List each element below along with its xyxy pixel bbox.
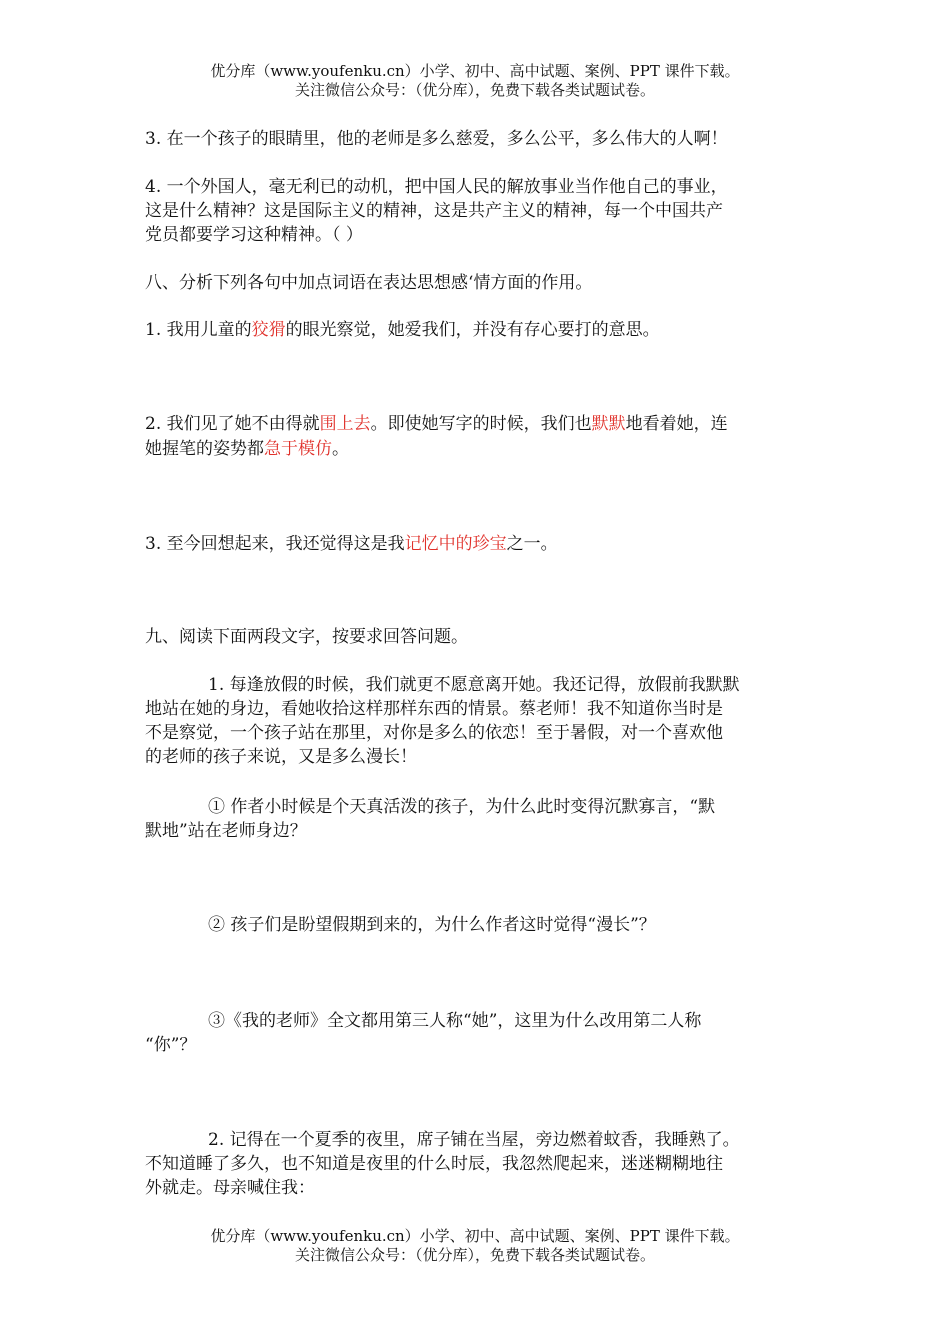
q8-s1-highlight: 狡猾 <box>251 320 286 340</box>
footer-line-1: 优分库（www.youfenku.cn）小学、初中、高中试题、案例、PPT 课件下载。 <box>210 1227 740 1245</box>
q8-sentence-2-line-1 <box>145 412 728 436</box>
q7-item-3: 3. 在一个孩子的眼睛里，他的老师是多么慈爱，多么公平，多么伟大的人啊！ <box>145 129 728 149</box>
q8-s2-text-d: 她握笔的姿势都 <box>145 439 264 459</box>
q9-question-1-line-1: ① 作者小时候是个天真活泼的孩子，为什么此时变得沉默寡言，“默 <box>208 797 716 817</box>
header-line-1: 优分库（www.youfenku.cn）小学、初中、高中试题、案例、PPT 课件下载。 <box>210 62 740 80</box>
q8-s2-highlight-2: 默默 <box>591 414 626 434</box>
page-header <box>0 62 950 100</box>
q9-question-3-line-2: “你”？ <box>145 1035 197 1055</box>
q8-sentence-2-line-2 <box>145 437 349 461</box>
q8-s2-highlight-3: 急于模仿 <box>264 439 332 459</box>
page-footer <box>0 1227 950 1265</box>
q8-s2-text-c: 地看着她，连 <box>625 414 728 434</box>
q9-passage-2-line-2: 不知道睡了多久，也不知道是夜里的什么时辰，我忽然爬起来，迷迷糊糊地往 <box>145 1154 723 1174</box>
q9-passage-1-line-3: 不是察觉，一个孩子站在那里，对你是多么的依恋！至于暑假，对一个喜欢他 <box>145 723 723 743</box>
q8-s2-text-b: 。即使她写字的时候，我们也 <box>370 414 592 434</box>
q8-s1-text-a: 1. 我用儿童的 <box>145 320 252 340</box>
q9-passage-1-line-1: 1. 每逢放假的时候，我们就更不愿意离开她。我还记得，放假前我默默 <box>208 675 740 695</box>
q9-passage-2-line-3: 外就走。母亲喊住我： <box>145 1178 315 1198</box>
footer-line-2: 关注微信公众号：（优分库），免费下载各类试题试卷。 <box>294 1246 655 1264</box>
q8-sentence-1 <box>145 318 660 342</box>
q8-s3-text-b: 之一。 <box>506 534 558 554</box>
q7-item-4-line-3: 党员都要学习这种精神。（ ） <box>145 225 363 245</box>
q8-s2-highlight-1: 围上去 <box>319 414 371 434</box>
q9-passage-2-line-1: 2. 记得在一个夏季的夜里，席子铺在当屋，旁边燃着蚊香，我睡熟了。 <box>208 1130 740 1150</box>
q7-item-4-line-2: 这是什么精神？这是国际主义的精神，这是共产主义的精神，每一个中国共产 <box>145 201 723 221</box>
header-line-2: 关注微信公众号：（优分库），免费下载各类试题试卷。 <box>294 81 655 99</box>
q9-question-2: ② 孩子们是盼望假期到来的，为什么作者这时觉得“漫长”？ <box>208 915 656 935</box>
q8-sentence-3 <box>145 532 558 556</box>
q9-question-1-line-2: 默地”站在老师身边？ <box>145 821 307 841</box>
q8-title: 八、分析下列各句中加点词语在表达思想感‘情方面的作用。 <box>145 273 593 293</box>
q7-item-4-line-1: 4. 一个外国人，毫无利已的动机，把中国人民的解放事业当作他自己的事业， <box>145 177 728 197</box>
q8-s3-highlight: 记忆中的珍宝 <box>404 534 507 554</box>
q9-question-3-line-1: ③《我的老师》全文都用第三人称“她”，这里为什么改用第二人称 <box>208 1011 702 1031</box>
q8-s3-text-a: 3. 至今回想起来，我还觉得这是我 <box>145 534 405 554</box>
q8-s1-text-b: 的眼光察觉，她爱我们，并没有存心要打的意思。 <box>285 320 660 340</box>
q9-title: 九、阅读下面两段文字，按要求回答问题。 <box>145 627 468 647</box>
q8-s2-text-e: 。 <box>332 439 349 459</box>
q8-s2-text-a: 2. 我们见了她不由得就 <box>145 414 320 434</box>
q9-passage-1-line-4: 的老师的孩子来说，又是多么漫长！ <box>145 747 417 767</box>
q9-passage-1-line-2: 地站在她的身边，看她收拾这样那样东西的情景。蔡老师！我不知道你当时是 <box>145 699 723 719</box>
